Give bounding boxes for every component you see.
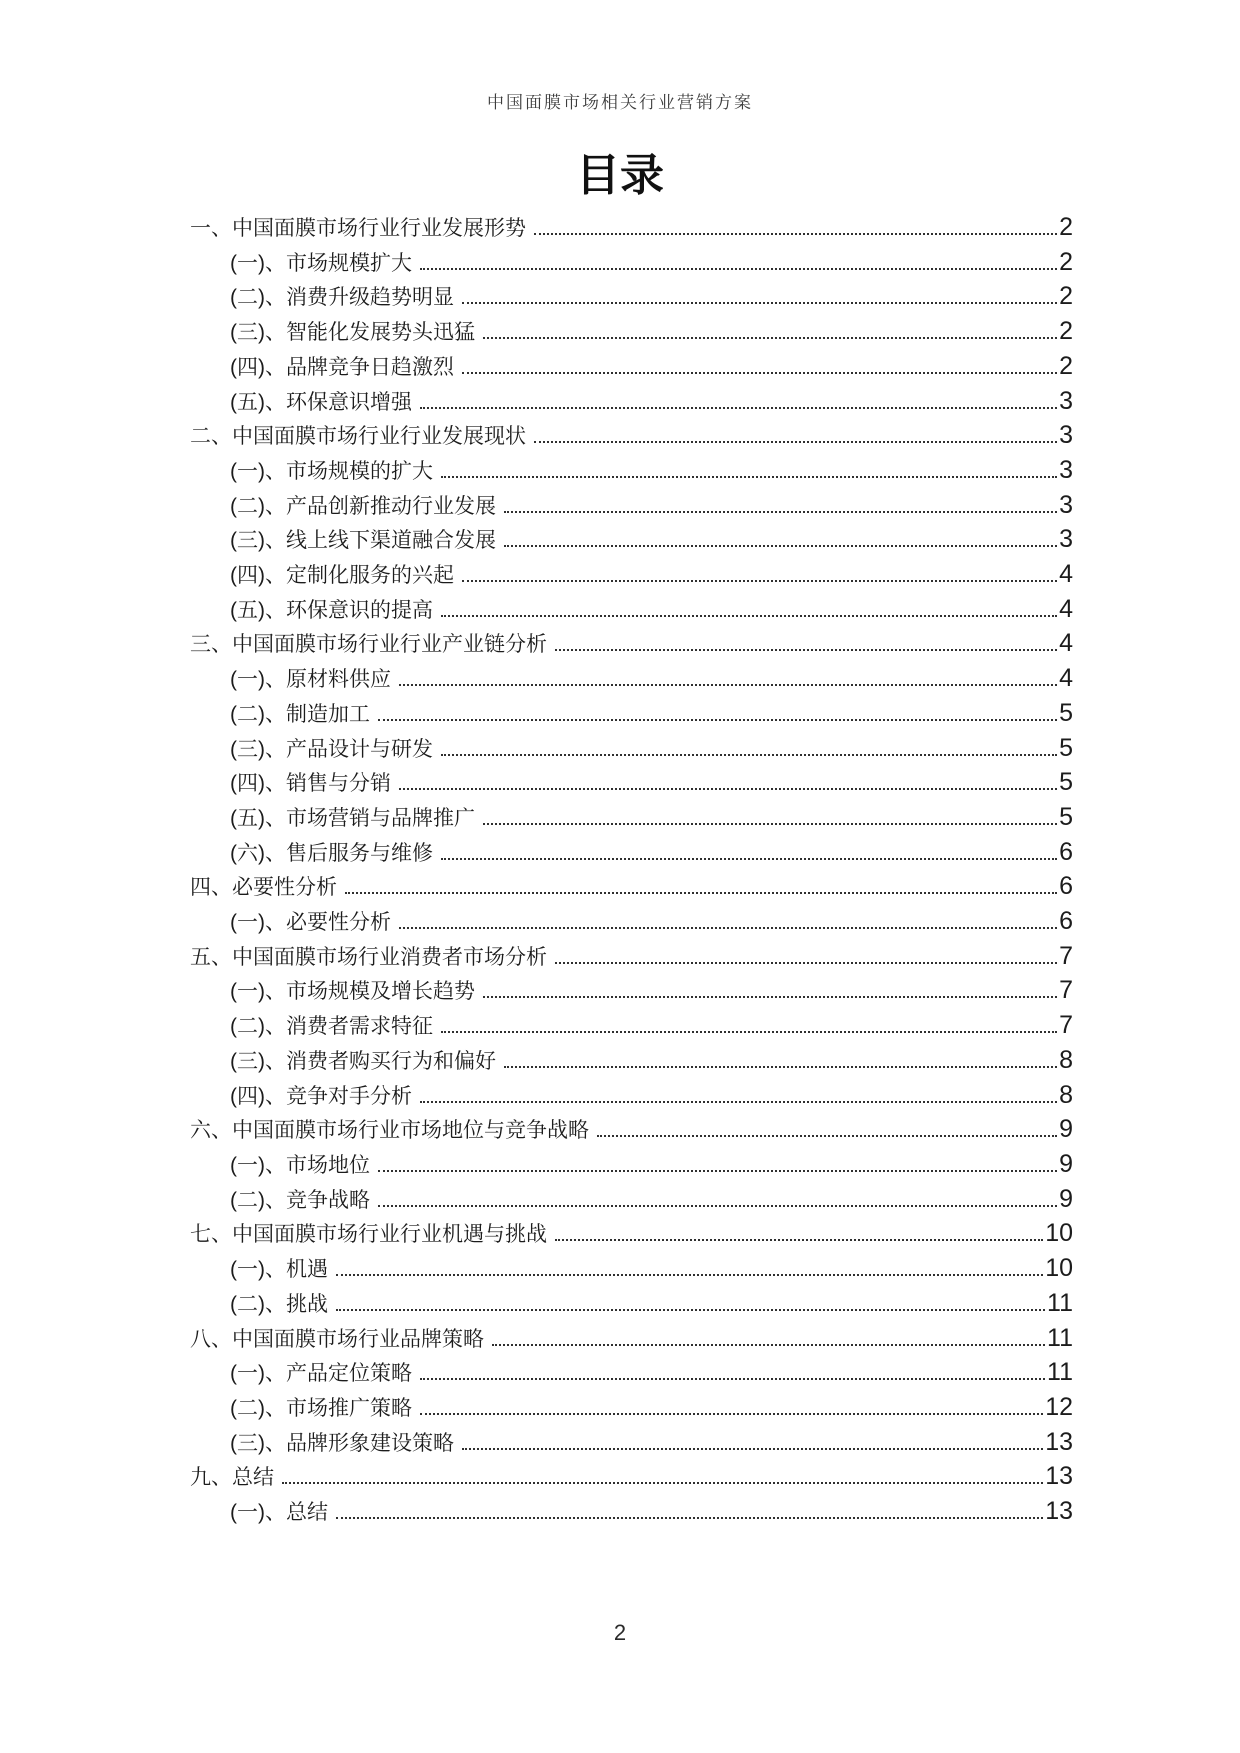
toc-title: 目录 — [576, 151, 664, 200]
toc-entry-label: (三)、品牌形象建设策略 — [230, 1431, 454, 1455]
toc-entry-page: 11 — [1047, 1323, 1073, 1352]
toc-entry-page: 6 — [1059, 872, 1073, 901]
page-number: 2 — [613, 1620, 627, 1645]
toc-entry[interactable] — [190, 1044, 1073, 1079]
dot-leader — [420, 1101, 1057, 1103]
dot-leader — [420, 268, 1057, 270]
toc-entry-label: (一)、市场规模及增长趋势 — [230, 980, 475, 1004]
dot-leader — [534, 441, 1057, 443]
toc-entry-page: 4 — [1059, 664, 1073, 693]
toc-entry-page: 2 — [1059, 317, 1073, 346]
dot-leader — [492, 1344, 1045, 1346]
toc-entry-page: 9 — [1059, 1115, 1073, 1144]
toc-entry[interactable] — [190, 246, 1073, 281]
toc-entry-page: 3 — [1059, 490, 1073, 519]
dot-leader — [534, 233, 1057, 235]
toc-entry[interactable] — [190, 350, 1073, 385]
dot-leader — [336, 1274, 1043, 1276]
dot-leader — [336, 1309, 1045, 1311]
dot-leader — [555, 1239, 1043, 1241]
dot-leader — [378, 719, 1057, 721]
toc-entry[interactable] — [190, 558, 1073, 593]
dot-leader — [483, 996, 1057, 998]
dot-leader — [483, 823, 1057, 825]
toc-entry-label: (二)、挑战 — [230, 1292, 328, 1316]
toc-entry-page: 4 — [1059, 629, 1073, 658]
toc-entry[interactable] — [190, 1079, 1073, 1114]
toc-entry[interactable] — [190, 801, 1073, 836]
toc-entry-label: 五、中国面膜市场行业消费者市场分析 — [190, 945, 547, 969]
toc-entry-label: (二)、竞争战略 — [230, 1188, 370, 1212]
toc-entry-page: 3 — [1059, 455, 1073, 484]
toc-entry-label: (二)、消费者需求特征 — [230, 1015, 433, 1039]
dot-leader — [462, 580, 1057, 582]
dot-leader — [399, 927, 1057, 929]
toc-entry[interactable] — [190, 1148, 1073, 1183]
toc-entry-label: 二、中国面膜市场行业行业发展现状 — [190, 425, 526, 449]
toc-entry[interactable] — [190, 1009, 1073, 1044]
toc-entry-page: 2 — [1059, 213, 1073, 241]
toc-entry[interactable] — [190, 940, 1073, 975]
toc-entry[interactable] — [190, 974, 1073, 1009]
dot-leader — [555, 649, 1057, 651]
toc-entry-label: 四、必要性分析 — [190, 876, 337, 900]
toc-entry-page: 4 — [1059, 594, 1073, 623]
toc-entry[interactable] — [190, 489, 1073, 524]
toc-entry-label: (二)、制造加工 — [230, 702, 370, 726]
toc-entry-label: (一)、必要性分析 — [230, 911, 391, 935]
dot-leader — [462, 372, 1057, 374]
toc-entry[interactable] — [190, 454, 1073, 489]
toc-entry-page: 5 — [1059, 698, 1073, 727]
toc-entry-label: (三)、线上线下渠道融合发展 — [230, 529, 496, 553]
toc-entry[interactable] — [190, 593, 1073, 628]
toc-entry-label: (一)、市场规模扩大 — [230, 251, 412, 275]
toc-entry-page: 8 — [1059, 1045, 1073, 1074]
dot-leader — [399, 788, 1057, 790]
dot-leader — [282, 1482, 1043, 1484]
toc-entry-label: (四)、定制化服务的兴起 — [230, 564, 454, 588]
toc-entry-label: (二)、市场推广策略 — [230, 1396, 412, 1420]
toc-entry-page: 13 — [1045, 1462, 1073, 1491]
dot-leader — [504, 511, 1057, 513]
dot-leader — [441, 858, 1057, 860]
toc-entry-page: 11 — [1047, 1288, 1073, 1317]
toc-entry-label: (四)、销售与分销 — [230, 772, 391, 796]
toc-entry-page: 2 — [1059, 351, 1073, 380]
dot-leader — [420, 1413, 1043, 1415]
toc-entry-label: (一)、市场规模的扩大 — [230, 459, 433, 483]
dot-leader — [504, 545, 1057, 547]
toc-entry-page: 12 — [1045, 1392, 1073, 1421]
toc-entry-page: 2 — [1059, 247, 1073, 276]
dot-leader — [555, 962, 1057, 964]
toc-entry[interactable] — [190, 870, 1073, 905]
toc-entry-label: (三)、智能化发展势头迅猛 — [230, 321, 475, 345]
toc-entry-label: (三)、产品设计与研发 — [230, 737, 433, 761]
toc-entry[interactable] — [190, 1322, 1073, 1357]
toc-entry-label: (一)、市场地位 — [230, 1153, 370, 1177]
toc-entry-label: (六)、售后服务与维修 — [230, 841, 433, 865]
toc-entry-page: 3 — [1059, 421, 1073, 450]
toc-entry[interactable] — [190, 627, 1073, 662]
toc-entry[interactable] — [190, 385, 1073, 420]
toc-entry[interactable] — [190, 1426, 1073, 1461]
dot-leader — [462, 302, 1057, 304]
dot-leader — [462, 1448, 1043, 1450]
toc-entry-page: 4 — [1059, 560, 1073, 589]
toc-entry-label: (四)、品牌竞争日趋激烈 — [230, 355, 454, 379]
table-of-contents — [190, 211, 1073, 1530]
toc-entry-label: (一)、产品定位策略 — [230, 1362, 412, 1386]
toc-entry-page: 13 — [1045, 1427, 1073, 1456]
toc-entry[interactable] — [190, 697, 1073, 732]
toc-entry-page: 7 — [1059, 1011, 1073, 1040]
toc-entry-label: 七、中国面膜市场行业行业机遇与挑战 — [190, 1223, 547, 1247]
toc-entry-page: 5 — [1059, 802, 1073, 831]
toc-entry[interactable] — [190, 1287, 1073, 1322]
toc-entry-page: 8 — [1059, 1080, 1073, 1109]
toc-entry[interactable] — [190, 523, 1073, 558]
toc-entry[interactable] — [190, 1460, 1073, 1495]
toc-entry[interactable] — [190, 766, 1073, 801]
toc-entry[interactable] — [190, 1183, 1073, 1218]
toc-entry-label: (三)、消费者购买行为和偏好 — [230, 1049, 496, 1073]
toc-entry-label: (二)、消费升级趋势明显 — [230, 286, 454, 310]
dot-leader — [441, 476, 1057, 478]
dot-leader — [441, 1031, 1057, 1033]
toc-entry-page: 13 — [1045, 1497, 1073, 1526]
toc-entry[interactable] — [190, 1113, 1073, 1148]
toc-entry[interactable] — [190, 836, 1073, 871]
toc-entry[interactable] — [190, 1391, 1073, 1426]
dot-leader — [399, 684, 1057, 686]
dot-leader — [420, 407, 1057, 409]
toc-entry-page: 10 — [1045, 1219, 1073, 1248]
toc-entry[interactable] — [190, 315, 1073, 350]
toc-entry-page: 7 — [1059, 941, 1073, 970]
toc-entry-page: 10 — [1045, 1254, 1073, 1283]
dot-leader — [378, 1205, 1057, 1207]
toc-entry-page: 5 — [1059, 768, 1073, 797]
toc-entry-label: (四)、竞争对手分析 — [230, 1084, 412, 1108]
toc-entry-page: 6 — [1059, 837, 1073, 866]
toc-entry-label: 一、中国面膜市场行业行业发展形势 — [190, 217, 526, 240]
dot-leader — [597, 1135, 1057, 1137]
toc-entry[interactable] — [190, 1495, 1073, 1530]
toc-entry[interactable] — [190, 1252, 1073, 1287]
dot-leader — [345, 892, 1057, 894]
toc-entry-label: 九、总结 — [190, 1466, 274, 1490]
toc-entry-label: 三、中国面膜市场行业行业产业链分析 — [190, 633, 547, 657]
toc-entry-page: 9 — [1059, 1184, 1073, 1213]
toc-entry[interactable] — [190, 280, 1073, 315]
toc-entry-page: 6 — [1059, 907, 1073, 936]
dot-leader — [441, 615, 1057, 617]
toc-entry-label: (五)、环保意识增强 — [230, 390, 412, 414]
toc-entry-page: 3 — [1059, 525, 1073, 554]
document-header: 中国面膜市场相关行业营销方案 — [487, 93, 753, 112]
toc-entry[interactable] — [190, 1356, 1073, 1391]
toc-entry-label: (一)、机遇 — [230, 1258, 328, 1282]
toc-entry-label: (一)、总结 — [230, 1501, 328, 1525]
dot-leader — [378, 1170, 1057, 1172]
toc-entry-page: 7 — [1059, 976, 1073, 1005]
dot-leader — [336, 1517, 1043, 1519]
toc-entry-label: 八、中国面膜市场行业品牌策略 — [190, 1327, 484, 1351]
toc-entry[interactable] — [190, 419, 1073, 454]
toc-entry-label: (五)、环保意识的提高 — [230, 598, 433, 622]
toc-entry[interactable] — [190, 1217, 1073, 1252]
toc-entry-page: 9 — [1059, 1149, 1073, 1178]
toc-entry-label: (二)、产品创新推动行业发展 — [230, 494, 496, 518]
dot-leader — [504, 1066, 1057, 1068]
toc-entry-label: (五)、市场营销与品牌推广 — [230, 806, 475, 830]
toc-entry-page: 11 — [1047, 1358, 1073, 1387]
toc-entry[interactable] — [190, 211, 1073, 246]
toc-entry[interactable] — [190, 732, 1073, 767]
dot-leader — [420, 1378, 1045, 1380]
toc-entry-label: (一)、原材料供应 — [230, 668, 391, 692]
dot-leader — [483, 337, 1057, 339]
toc-entry-page: 2 — [1059, 282, 1073, 311]
toc-entry[interactable] — [190, 905, 1073, 940]
toc-entry[interactable] — [190, 662, 1073, 697]
toc-entry-label: 六、中国面膜市场行业市场地位与竞争战略 — [190, 1119, 589, 1143]
toc-entry-page: 3 — [1059, 386, 1073, 415]
dot-leader — [441, 754, 1057, 756]
toc-entry-page: 5 — [1059, 733, 1073, 762]
